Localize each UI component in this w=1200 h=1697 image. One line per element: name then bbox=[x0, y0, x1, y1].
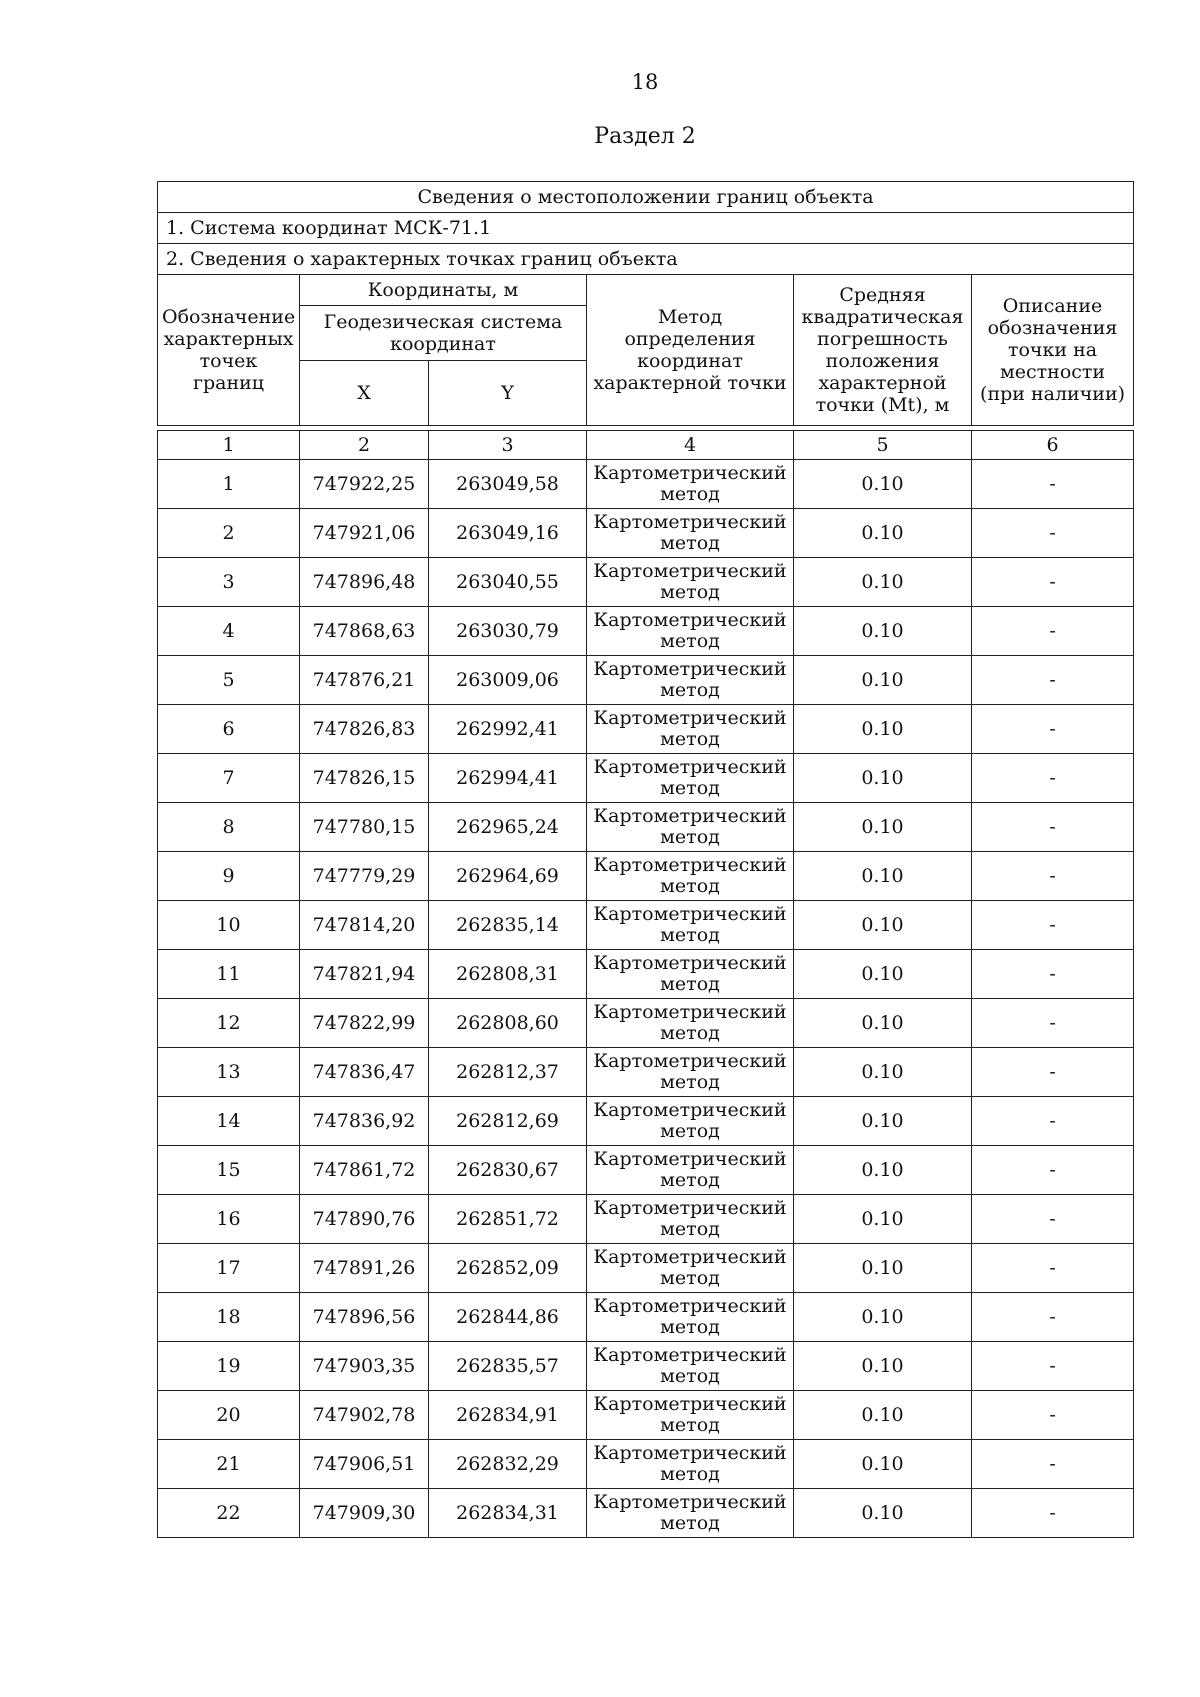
column-number: 6 bbox=[972, 431, 1134, 460]
column-number: 2 bbox=[300, 431, 429, 460]
x-coordinate-cell: 747780,15 bbox=[300, 803, 429, 852]
description-cell: - bbox=[972, 460, 1134, 509]
description-cell: - bbox=[972, 1440, 1134, 1489]
description-cell: - bbox=[972, 1146, 1134, 1195]
table-row bbox=[158, 1391, 1134, 1440]
column-number: 4 bbox=[587, 431, 794, 460]
method-cell: Картометрический метод bbox=[587, 607, 794, 656]
accuracy-cell: 0.10 bbox=[794, 999, 972, 1048]
point-id-cell: 5 bbox=[158, 656, 300, 705]
x-coordinate-cell: 747902,78 bbox=[300, 1391, 429, 1440]
description-cell: - bbox=[972, 607, 1134, 656]
point-id-cell: 20 bbox=[158, 1391, 300, 1440]
description-cell: - bbox=[972, 1195, 1134, 1244]
x-coordinate-cell: 747779,29 bbox=[300, 852, 429, 901]
table-row bbox=[158, 1440, 1134, 1489]
accuracy-cell: 0.10 bbox=[794, 1195, 972, 1244]
point-id-cell: 21 bbox=[158, 1440, 300, 1489]
description-cell: - bbox=[972, 1293, 1134, 1342]
table-row bbox=[158, 1195, 1134, 1244]
description-cell: - bbox=[972, 558, 1134, 607]
method-cell: Картометрический метод bbox=[587, 1489, 794, 1538]
x-coordinate-cell: 747836,92 bbox=[300, 1097, 429, 1146]
point-id-cell: 14 bbox=[158, 1097, 300, 1146]
y-coordinate-cell: 262812,69 bbox=[429, 1097, 587, 1146]
description-cell: - bbox=[972, 852, 1134, 901]
y-coordinate-cell: 263009,06 bbox=[429, 656, 587, 705]
table-row bbox=[158, 901, 1134, 950]
description-cell: - bbox=[972, 1391, 1134, 1440]
table-row bbox=[158, 460, 1134, 509]
x-coordinate-cell: 747906,51 bbox=[300, 1440, 429, 1489]
point-id-cell: 11 bbox=[158, 950, 300, 999]
method-cell: Картометрический метод bbox=[587, 558, 794, 607]
table-row bbox=[158, 656, 1134, 705]
method-cell: Картометрический метод bbox=[587, 1293, 794, 1342]
header-y: Y bbox=[429, 360, 587, 425]
method-cell: Картометрический метод bbox=[587, 754, 794, 803]
table-row bbox=[158, 852, 1134, 901]
x-coordinate-cell: 747826,15 bbox=[300, 754, 429, 803]
description-cell: - bbox=[972, 803, 1134, 852]
point-id-cell: 10 bbox=[158, 901, 300, 950]
point-id-cell: 8 bbox=[158, 803, 300, 852]
page-number: 18 bbox=[631, 70, 659, 94]
accuracy-cell: 0.10 bbox=[794, 901, 972, 950]
description-cell: - bbox=[972, 1244, 1134, 1293]
description-cell: - bbox=[972, 1097, 1134, 1146]
x-coordinate-cell: 747921,06 bbox=[300, 509, 429, 558]
point-id-cell: 7 bbox=[158, 754, 300, 803]
point-id-cell: 16 bbox=[158, 1195, 300, 1244]
x-coordinate-cell: 747890,76 bbox=[300, 1195, 429, 1244]
column-number: 1 bbox=[158, 431, 300, 460]
method-cell: Картометрический метод bbox=[587, 460, 794, 509]
y-coordinate-cell: 262808,31 bbox=[429, 950, 587, 999]
boundary-points-table bbox=[157, 181, 1134, 1538]
accuracy-cell: 0.10 bbox=[794, 1391, 972, 1440]
x-coordinate-cell: 747891,26 bbox=[300, 1244, 429, 1293]
accuracy-cell: 0.10 bbox=[794, 852, 972, 901]
y-coordinate-cell: 262834,31 bbox=[429, 1489, 587, 1538]
coordinate-system: 1. Система координат МСК-71.1 bbox=[158, 213, 1134, 244]
y-coordinate-cell: 262832,29 bbox=[429, 1440, 587, 1489]
method-cell: Картометрический метод bbox=[587, 705, 794, 754]
y-coordinate-cell: 262830,67 bbox=[429, 1146, 587, 1195]
header-accuracy: Средняя квадратическая погрешность положения характерной точки (Mt), м bbox=[794, 275, 972, 426]
y-coordinate-cell: 262808,60 bbox=[429, 999, 587, 1048]
point-id-cell: 15 bbox=[158, 1146, 300, 1195]
method-cell: Картометрический метод bbox=[587, 1048, 794, 1097]
table-title: Сведения о местоположении границ объекта bbox=[158, 182, 1134, 213]
accuracy-cell: 0.10 bbox=[794, 1489, 972, 1538]
table-row bbox=[158, 1293, 1134, 1342]
accuracy-cell: 0.10 bbox=[794, 1293, 972, 1342]
table-row bbox=[158, 1342, 1134, 1391]
description-cell: - bbox=[972, 1489, 1134, 1538]
description-cell: - bbox=[972, 754, 1134, 803]
point-id-cell: 6 bbox=[158, 705, 300, 754]
accuracy-cell: 0.10 bbox=[794, 754, 972, 803]
x-coordinate-cell: 747896,48 bbox=[300, 558, 429, 607]
header-x: X bbox=[300, 360, 429, 425]
y-coordinate-cell: 262992,41 bbox=[429, 705, 587, 754]
x-coordinate-cell: 747822,99 bbox=[300, 999, 429, 1048]
table-row bbox=[158, 1244, 1134, 1293]
table-row bbox=[158, 1489, 1134, 1538]
accuracy-cell: 0.10 bbox=[794, 460, 972, 509]
x-coordinate-cell: 747868,63 bbox=[300, 607, 429, 656]
point-id-cell: 18 bbox=[158, 1293, 300, 1342]
column-number: 3 bbox=[429, 431, 587, 460]
y-coordinate-cell: 263049,16 bbox=[429, 509, 587, 558]
accuracy-cell: 0.10 bbox=[794, 656, 972, 705]
y-coordinate-cell: 262835,14 bbox=[429, 901, 587, 950]
point-id-cell: 9 bbox=[158, 852, 300, 901]
table-row bbox=[158, 950, 1134, 999]
y-coordinate-cell: 262835,57 bbox=[429, 1342, 587, 1391]
method-cell: Картометрический метод bbox=[587, 1440, 794, 1489]
accuracy-cell: 0.10 bbox=[794, 607, 972, 656]
table-row bbox=[158, 999, 1134, 1048]
y-coordinate-cell: 262852,09 bbox=[429, 1244, 587, 1293]
accuracy-cell: 0.10 bbox=[794, 1440, 972, 1489]
x-coordinate-cell: 747876,21 bbox=[300, 656, 429, 705]
header-description: Описание обозначения точки на местности (при наличии) bbox=[972, 275, 1134, 426]
point-id-cell: 2 bbox=[158, 509, 300, 558]
y-coordinate-cell: 262965,24 bbox=[429, 803, 587, 852]
y-coordinate-cell: 263040,55 bbox=[429, 558, 587, 607]
accuracy-cell: 0.10 bbox=[794, 705, 972, 754]
x-coordinate-cell: 747836,47 bbox=[300, 1048, 429, 1097]
point-id-cell: 22 bbox=[158, 1489, 300, 1538]
accuracy-cell: 0.10 bbox=[794, 1097, 972, 1146]
method-cell: Картометрический метод bbox=[587, 901, 794, 950]
table-row bbox=[158, 1146, 1134, 1195]
description-cell: - bbox=[972, 509, 1134, 558]
y-coordinate-cell: 262812,37 bbox=[429, 1048, 587, 1097]
table-row bbox=[158, 705, 1134, 754]
x-coordinate-cell: 747826,83 bbox=[300, 705, 429, 754]
x-coordinate-cell: 747903,35 bbox=[300, 1342, 429, 1391]
point-id-cell: 1 bbox=[158, 460, 300, 509]
table-row bbox=[158, 1097, 1134, 1146]
description-cell: - bbox=[972, 999, 1134, 1048]
x-coordinate-cell: 747909,30 bbox=[300, 1489, 429, 1538]
point-id-cell: 3 bbox=[158, 558, 300, 607]
y-coordinate-cell: 262834,91 bbox=[429, 1391, 587, 1440]
section-title: Раздел 2 bbox=[594, 124, 696, 149]
accuracy-cell: 0.10 bbox=[794, 1146, 972, 1195]
table-row bbox=[158, 558, 1134, 607]
table-row bbox=[158, 754, 1134, 803]
y-coordinate-cell: 262994,41 bbox=[429, 754, 587, 803]
y-coordinate-cell: 263030,79 bbox=[429, 607, 587, 656]
accuracy-cell: 0.10 bbox=[794, 950, 972, 999]
description-cell: - bbox=[972, 901, 1134, 950]
method-cell: Картометрический метод bbox=[587, 999, 794, 1048]
boundary-points-table-container bbox=[157, 181, 1133, 1538]
y-coordinate-cell: 262844,86 bbox=[429, 1293, 587, 1342]
table-row bbox=[158, 803, 1134, 852]
y-coordinate-cell: 263049,58 bbox=[429, 460, 587, 509]
accuracy-cell: 0.10 bbox=[794, 1342, 972, 1391]
point-id-cell: 4 bbox=[158, 607, 300, 656]
method-cell: Картометрический метод bbox=[587, 803, 794, 852]
x-coordinate-cell: 747896,56 bbox=[300, 1293, 429, 1342]
description-cell: - bbox=[972, 1342, 1134, 1391]
y-coordinate-cell: 262851,72 bbox=[429, 1195, 587, 1244]
description-cell: - bbox=[972, 705, 1134, 754]
point-id-cell: 12 bbox=[158, 999, 300, 1048]
accuracy-cell: 0.10 bbox=[794, 509, 972, 558]
x-coordinate-cell: 747821,94 bbox=[300, 950, 429, 999]
table-row bbox=[158, 607, 1134, 656]
header-coordinates: Координаты, м bbox=[300, 275, 587, 306]
method-cell: Картометрический метод bbox=[587, 656, 794, 705]
method-cell: Картометрический метод bbox=[587, 950, 794, 999]
point-id-cell: 13 bbox=[158, 1048, 300, 1097]
column-number: 5 bbox=[794, 431, 972, 460]
method-cell: Картометрический метод bbox=[587, 1097, 794, 1146]
table-row bbox=[158, 509, 1134, 558]
accuracy-cell: 0.10 bbox=[794, 558, 972, 607]
method-cell: Картометрический метод bbox=[587, 1146, 794, 1195]
accuracy-cell: 0.10 bbox=[794, 1048, 972, 1097]
point-id-cell: 19 bbox=[158, 1342, 300, 1391]
method-cell: Картометрический метод bbox=[587, 509, 794, 558]
method-cell: Картометрический метод bbox=[587, 1195, 794, 1244]
point-id-cell: 17 bbox=[158, 1244, 300, 1293]
method-cell: Картометрический метод bbox=[587, 852, 794, 901]
header-geodetic-system: Геодезическая система координат bbox=[300, 306, 587, 361]
method-cell: Картометрический метод bbox=[587, 1342, 794, 1391]
accuracy-cell: 0.10 bbox=[794, 803, 972, 852]
header-designation: Обозначение характерных точек границ bbox=[158, 275, 300, 426]
method-cell: Картометрический метод bbox=[587, 1244, 794, 1293]
points-heading: 2. Сведения о характерных точках границ объекта bbox=[158, 244, 1134, 275]
x-coordinate-cell: 747814,20 bbox=[300, 901, 429, 950]
accuracy-cell: 0.10 bbox=[794, 1244, 972, 1293]
description-cell: - bbox=[972, 656, 1134, 705]
method-cell: Картометрический метод bbox=[587, 1391, 794, 1440]
x-coordinate-cell: 747861,72 bbox=[300, 1146, 429, 1195]
y-coordinate-cell: 262964,69 bbox=[429, 852, 587, 901]
x-coordinate-cell: 747922,25 bbox=[300, 460, 429, 509]
description-cell: - bbox=[972, 950, 1134, 999]
column-numbers-row bbox=[158, 431, 1134, 460]
header-method: Метод определения координат характерной точки bbox=[587, 275, 794, 426]
table-row bbox=[158, 1048, 1134, 1097]
description-cell: - bbox=[972, 1048, 1134, 1097]
